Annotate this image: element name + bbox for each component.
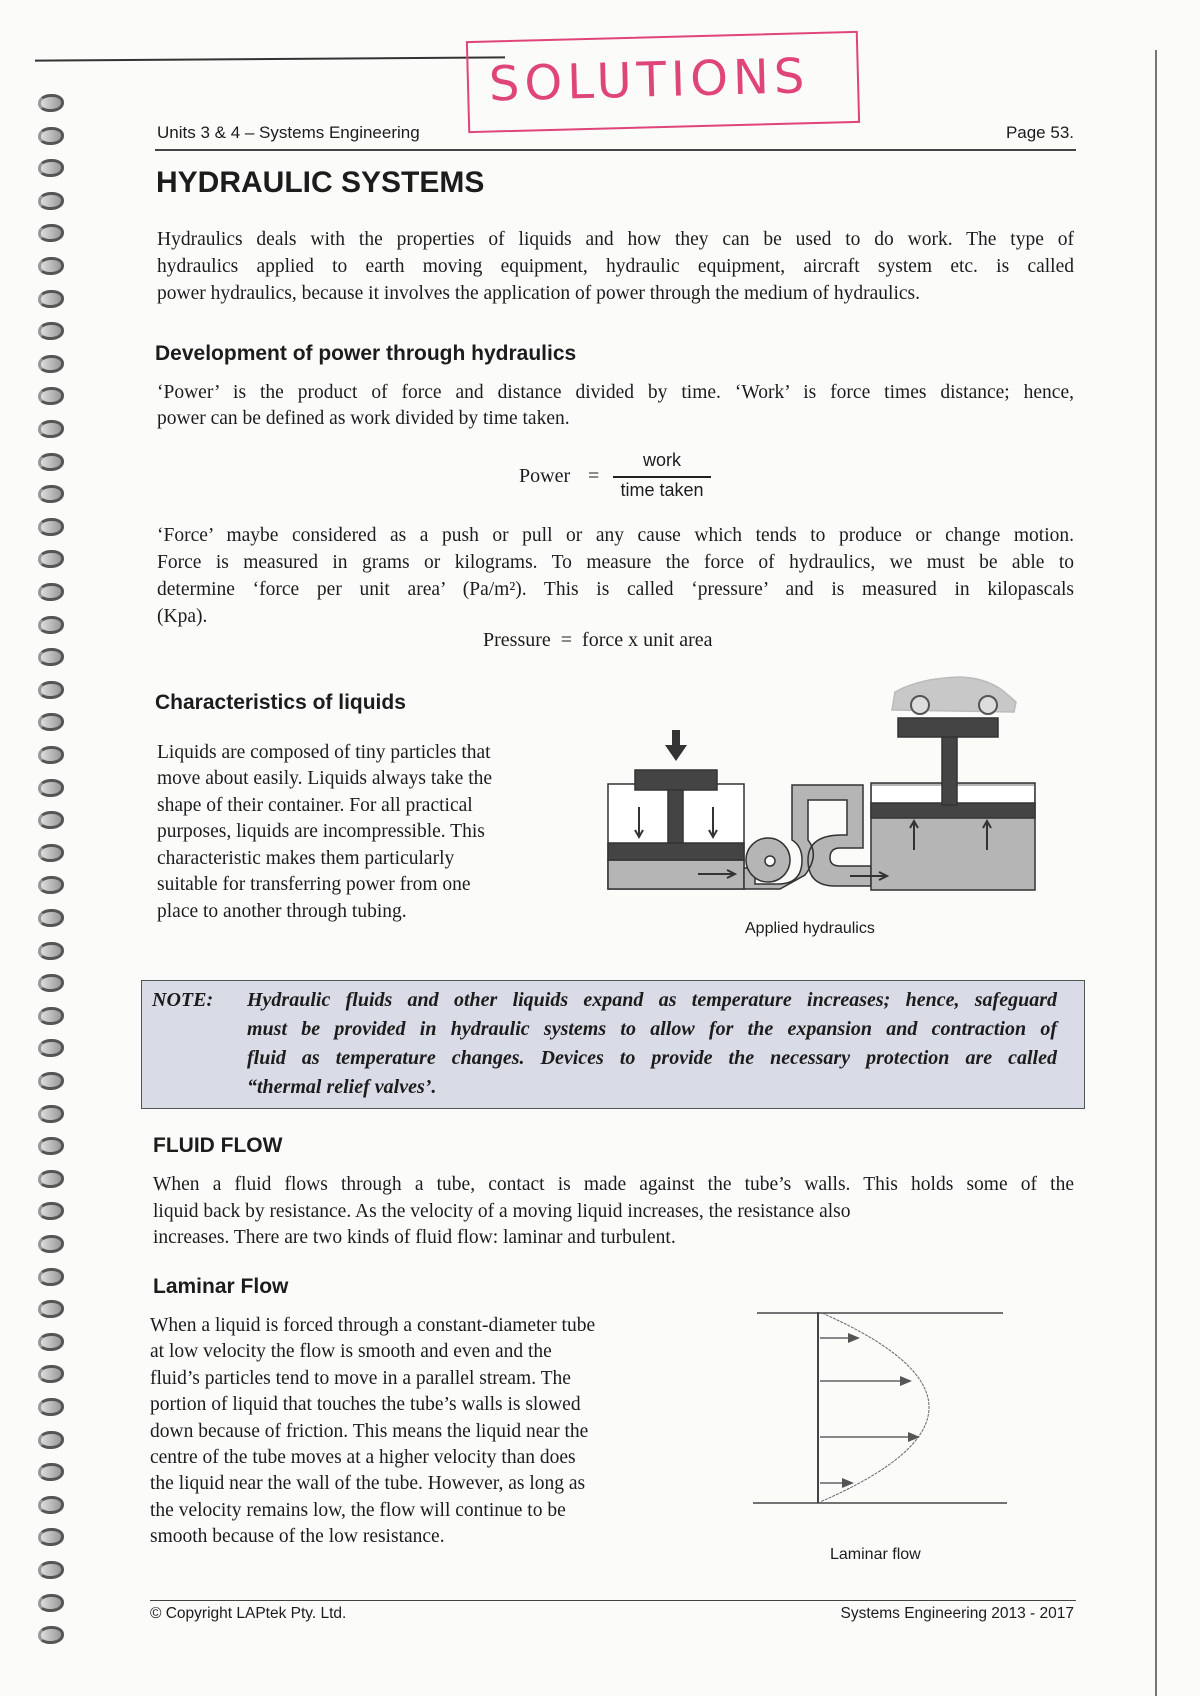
binding-ring — [38, 746, 64, 764]
arrowhead-icon — [908, 1432, 920, 1442]
binding-ring — [38, 1561, 64, 1579]
binding-ring — [38, 1496, 64, 1514]
note-label: NOTE: — [152, 989, 214, 1011]
binding-ring — [38, 159, 64, 177]
page-title: HYDRAULIC SYSTEMS — [156, 166, 485, 199]
note-line: Hydraulic fluids and other liquids expand as temperature increases; hence, safeguard — [247, 989, 1057, 1011]
fluid-flow-line: increases. There are two kinds of fluid flow: laminar and turbulent. — [153, 1227, 676, 1248]
footer-rule — [150, 1600, 1076, 1601]
fluid-flow-line: When a fluid flows through a tube, contact is made against the tube’s walls. This holds some of the — [153, 1174, 1074, 1195]
fluid-flow-heading: FLUID FLOW — [153, 1134, 283, 1157]
footer-copyright: © Copyright LAPtek Pty. Ltd. — [150, 1605, 347, 1622]
applied-hydraulics-caption: Applied hydraulics — [745, 920, 875, 937]
liquids-heading: Characteristics of liquids — [155, 691, 406, 714]
binding-ring — [38, 1007, 64, 1025]
liquids-line: move about easily. Liquids always take the — [157, 768, 493, 789]
binding-ring — [38, 453, 64, 471]
binding-ring — [38, 583, 64, 601]
binding-ring — [38, 1333, 64, 1351]
laminar-line: When a liquid is forced through a constant-diameter tube — [150, 1315, 596, 1336]
laminar-line: centre of the tube moves at a higher velocity than does — [150, 1447, 576, 1468]
binding-ring — [38, 94, 64, 112]
note-line: must be provided in hydraulic systems to allow for the expansion and contraction of — [247, 1018, 1057, 1040]
binding-ring — [38, 713, 64, 731]
binding-ring — [38, 192, 64, 210]
binding-ring — [38, 974, 64, 992]
binding-ring — [38, 1463, 64, 1481]
binding-ring — [38, 1137, 64, 1155]
intro-line: hydraulics applied to earth moving equipment, hydraulic equipment, aircraft system etc. is called — [157, 256, 1074, 277]
power-line: power can be defined as work divided by time taken. — [157, 408, 570, 429]
solutions-stamp — [466, 31, 860, 133]
binding-ring — [38, 1235, 64, 1253]
binding-ring — [38, 224, 64, 242]
arrowhead-icon — [900, 1376, 912, 1386]
binding-ring — [38, 1365, 64, 1383]
force-line: ‘Force’ maybe considered as a push or pull or any cause which tends to produce or change motion. — [157, 525, 1074, 546]
power-heading: Development of power through hydraulics — [155, 342, 577, 365]
laminar-line: the velocity remains low, the flow will continue to be — [150, 1500, 566, 1521]
binding-ring — [38, 355, 64, 373]
binding-ring — [38, 290, 64, 308]
binding-ring — [38, 1268, 64, 1286]
binding-ring — [38, 1431, 64, 1449]
binding-ring — [38, 420, 64, 438]
left-piston — [608, 843, 744, 860]
liquids-line: purposes, liquids are incompressible. This — [157, 821, 485, 842]
binding-ring — [38, 1170, 64, 1188]
force-line: determine ‘force per unit area’ (Pa/m²). This is called ‘pressure’ and is measured in kilopascals — [157, 579, 1074, 600]
footer-course: Systems Engineering 2013 - 2017 — [840, 1605, 1074, 1622]
car-wheel — [979, 696, 997, 714]
note-line: “thermal relief valves’. — [247, 1076, 437, 1098]
liquids-line: place to another through tubing. — [157, 901, 407, 922]
binding-ring — [38, 1398, 64, 1416]
binding-ring — [38, 1039, 64, 1057]
binding-ring — [38, 322, 64, 340]
right-page-edge — [1155, 50, 1157, 1696]
binding-ring — [38, 257, 64, 275]
binding-ring — [38, 1528, 64, 1546]
laminar-heading: Laminar Flow — [153, 1275, 289, 1298]
pump-hub — [765, 856, 775, 866]
binding-ring — [38, 616, 64, 634]
binding-ring — [38, 387, 64, 405]
solutions-stamp-text: SOLUTIONS — [488, 48, 811, 113]
power-line: ‘Power’ is the product of force and distance divided by time. ‘Work’ is force times distance; hence, — [157, 382, 1074, 403]
binding-ring — [38, 1105, 64, 1123]
left-piston-cap — [635, 770, 717, 790]
top-page-edge — [35, 56, 505, 61]
laminar-line: portion of liquid that touches the tube’s walls is slowed — [150, 1394, 581, 1415]
laminar-line: at low velocity the flow is smooth and even and the — [150, 1341, 552, 1362]
binding-ring — [38, 550, 64, 568]
binding-ring — [38, 1300, 64, 1318]
fraction-bar — [613, 476, 711, 478]
liquids-line: suitable for transferring power from one — [157, 874, 471, 895]
binding-ring — [38, 1072, 64, 1090]
laminar-flow-caption: Laminar flow — [830, 1546, 921, 1563]
arrowhead-icon — [848, 1333, 860, 1343]
applied-hydraulics-diagram — [580, 670, 1060, 920]
binding-ring — [38, 844, 64, 862]
binding-ring — [38, 127, 64, 145]
binding-ring — [38, 1594, 64, 1612]
intro-line: Hydraulics deals with the properties of liquids and how they can be used to do work. The type of — [157, 229, 1074, 250]
binding-ring — [38, 1626, 64, 1644]
laminar-flow-diagram — [730, 1290, 1030, 1520]
binding-ring — [38, 942, 64, 960]
fluid-flow-line: liquid back by resistance. As the velocity of a moving liquid increases, the resistance also — [153, 1201, 851, 1222]
formula-numerator: work — [642, 450, 681, 470]
force-line: (Kpa). — [157, 606, 208, 627]
liquids-line: Liquids are composed of tiny particles that — [157, 742, 491, 763]
header-rule — [155, 149, 1076, 151]
intro-line: power hydraulics, because it involves the application of power through the medium of hydraulics. — [157, 283, 921, 304]
force-down-arrow-icon — [665, 730, 687, 761]
velocity-profile-curve — [820, 1313, 929, 1502]
binding-ring — [38, 909, 64, 927]
binding-ring — [38, 779, 64, 797]
binding-ring — [38, 485, 64, 503]
left-piston-rod — [668, 783, 683, 843]
binding-ring — [38, 681, 64, 699]
laminar-line: the liquid near the wall of the tube. However, as long as — [150, 1473, 586, 1494]
header-unit-title: Units 3 & 4 – Systems Engineering — [157, 123, 420, 142]
header-page-number: Page 53. — [1005, 123, 1074, 142]
binding-ring — [38, 1202, 64, 1220]
laminar-line: down because of friction. This means the liquid near the — [150, 1421, 589, 1442]
force-line: Force is measured in grams or kilograms. To measure the force of hydraulics, we must be able to — [157, 552, 1074, 573]
binding-ring — [38, 876, 64, 894]
note-line: fluid as temperature changes. Devices to provide the necessary protection are called — [247, 1047, 1057, 1069]
liquids-line: shape of their container. For all practical — [157, 795, 473, 816]
formula-denominator: time taken — [620, 480, 704, 500]
pressure-formula: Pressure = force x unit area — [483, 629, 713, 651]
binding-ring — [38, 518, 64, 536]
binding-ring — [38, 811, 64, 829]
formula-lhs: Power — [519, 465, 571, 487]
binding-ring — [38, 648, 64, 666]
right-piston-rod — [942, 735, 957, 805]
laminar-line: smooth because of the low resistance. — [150, 1526, 445, 1547]
lift-platform — [898, 718, 998, 737]
formula-equals: = — [588, 465, 600, 487]
laminar-line: fluid’s particles tend to move in a parallel stream. The — [150, 1368, 571, 1389]
liquids-line: characteristic makes them particularly — [157, 848, 455, 869]
car-wheel — [911, 696, 929, 714]
